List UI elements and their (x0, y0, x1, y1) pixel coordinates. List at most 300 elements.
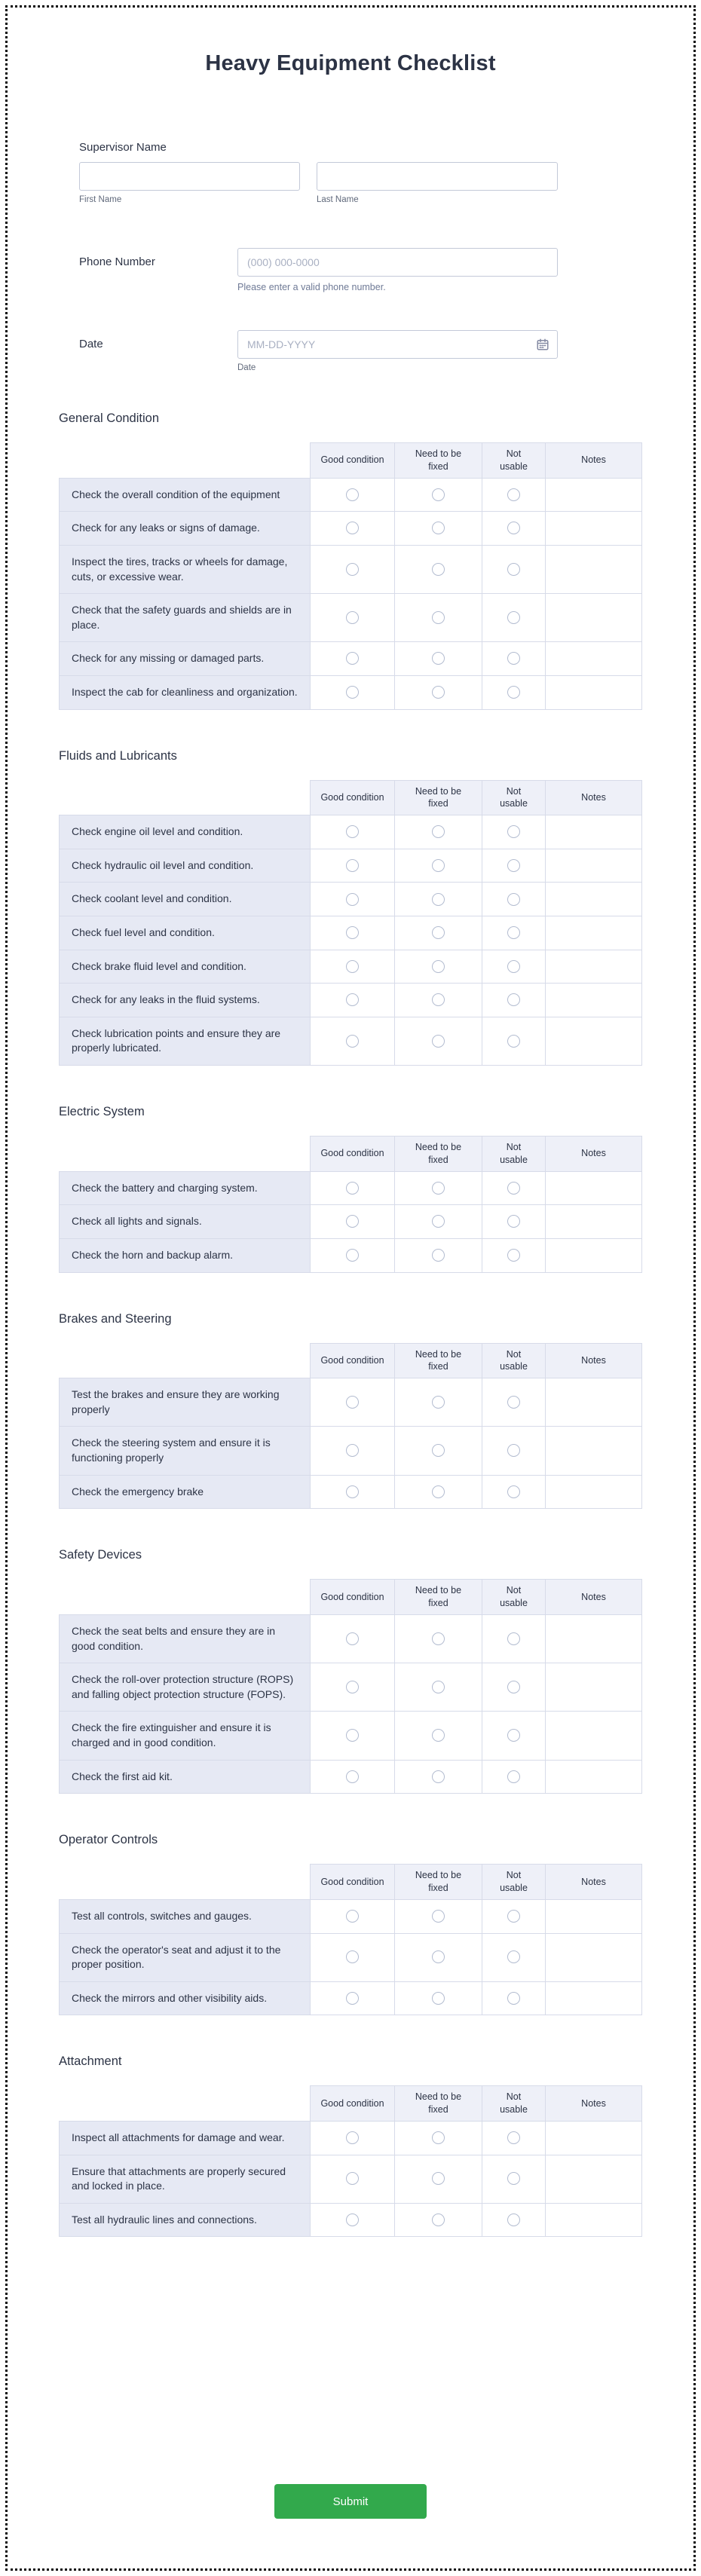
option-cell-not-usable (482, 675, 546, 709)
notes-cell[interactable] (546, 1712, 642, 1760)
table-row (60, 1427, 642, 1475)
option-cell-good-condition (311, 1205, 395, 1239)
option-cell-not-usable (482, 815, 546, 849)
question-cell: Check the emergency brake (60, 1475, 311, 1509)
radio-not-usable[interactable] (507, 893, 520, 906)
radio-not-usable[interactable] (507, 522, 520, 534)
radio-good-condition[interactable] (346, 2131, 359, 2144)
radio-not-usable[interactable] (507, 686, 520, 699)
notes-cell[interactable] (546, 916, 642, 950)
table-row (60, 2203, 642, 2237)
notes-cell[interactable] (546, 950, 642, 984)
section-operator-controls (59, 1833, 642, 2015)
option-cell-not-usable (482, 1475, 546, 1509)
table-row (60, 478, 642, 512)
table-row (60, 1475, 642, 1509)
radio-good-condition[interactable] (346, 1444, 359, 1457)
question-cell: Check all lights and signals. (60, 1205, 311, 1239)
question-cell: Check fuel level and condition. (60, 916, 311, 950)
radio-need-to-be-fixed[interactable] (432, 2131, 445, 2144)
question-cell: Check the battery and charging system. (60, 1171, 311, 1205)
date-input[interactable] (237, 330, 558, 359)
radio-need-to-be-fixed[interactable] (432, 611, 445, 624)
option-cell-need-to-be-fixed (395, 594, 482, 642)
radio-good-condition[interactable] (346, 488, 359, 501)
phone-input[interactable] (237, 248, 558, 277)
radio-good-condition[interactable] (346, 1910, 359, 1923)
option-cell-not-usable (482, 1615, 546, 1663)
option-cell-not-usable (482, 883, 546, 916)
radio-need-to-be-fixed[interactable] (432, 960, 445, 973)
question-cell: Check the first aid kit. (60, 1760, 311, 1794)
option-cell-need-to-be-fixed (395, 1760, 482, 1794)
notes-cell[interactable] (546, 478, 642, 512)
option-cell-need-to-be-fixed (395, 1427, 482, 1475)
question-cell: Check the seat belts and ensure they are in good condition. (60, 1615, 311, 1663)
option-cell-not-usable (482, 1712, 546, 1760)
radio-not-usable[interactable] (507, 2213, 520, 2226)
radio-good-condition[interactable] (346, 1681, 359, 1693)
question-cell: Test all hydraulic lines and connections. (60, 2203, 311, 2237)
table-row (60, 849, 642, 883)
radio-not-usable[interactable] (507, 825, 520, 838)
radio-not-usable[interactable] (507, 993, 520, 1006)
option-cell-good-condition (311, 642, 395, 676)
option-cell-need-to-be-fixed (395, 1205, 482, 1239)
option-cell-need-to-be-fixed (395, 2203, 482, 2237)
radio-need-to-be-fixed[interactable] (432, 1485, 445, 1498)
name-inputs (79, 162, 558, 204)
notes-cell[interactable] (546, 1171, 642, 1205)
question-cell: Ensure that attachments are properly secured and locked in place. (60, 2155, 311, 2203)
notes-cell[interactable] (546, 1615, 642, 1663)
column-header-good-condition: Good condition (311, 2086, 395, 2122)
radio-not-usable[interactable] (507, 2172, 520, 2185)
question-cell: Check coolant level and condition. (60, 883, 311, 916)
column-header-need-to-be-fixed: Need to be fixed (395, 1865, 482, 1900)
section-title: Operator Controls (59, 1833, 158, 1847)
form-fields (79, 141, 558, 372)
question-cell: Check for any leaks in the fluid systems. (60, 984, 311, 1017)
question-cell: Check the mirrors and other visibility aids. (60, 1981, 311, 2015)
header-row (60, 2086, 642, 2122)
radio-good-condition[interactable] (346, 993, 359, 1006)
radio-not-usable[interactable] (507, 1681, 520, 1693)
notes-cell[interactable] (546, 815, 642, 849)
radio-need-to-be-fixed[interactable] (432, 2213, 445, 2226)
notes-cell[interactable] (546, 883, 642, 916)
option-cell-need-to-be-fixed (395, 1171, 482, 1205)
corner-cell (60, 1137, 311, 1172)
radio-not-usable[interactable] (507, 652, 520, 665)
option-cell-not-usable (482, 478, 546, 512)
radio-not-usable[interactable] (507, 926, 520, 939)
question-cell: Check the steering system and ensure it is functioning properly (60, 1427, 311, 1475)
radio-good-condition[interactable] (346, 563, 359, 576)
option-cell-need-to-be-fixed (395, 883, 482, 916)
table-row (60, 1760, 642, 1794)
table-row (60, 1933, 642, 1981)
table-row (60, 1663, 642, 1712)
radio-good-condition[interactable] (346, 926, 359, 939)
radio-need-to-be-fixed[interactable] (432, 1681, 445, 1693)
option-cell-not-usable (482, 1663, 546, 1712)
question-cell: Inspect the cab for cleanliness and organization. (60, 675, 311, 709)
option-cell-need-to-be-fixed (395, 1712, 482, 1760)
option-cell-good-condition (311, 675, 395, 709)
column-header-notes: Notes (546, 2086, 642, 2122)
option-cell-good-condition (311, 1378, 395, 1427)
header-row (60, 780, 642, 815)
column-header-not-usable: Not usable (482, 1865, 546, 1900)
section-general-condition (59, 411, 642, 710)
option-cell-need-to-be-fixed (395, 1475, 482, 1509)
option-cell-not-usable (482, 950, 546, 984)
radio-need-to-be-fixed[interactable] (432, 1950, 445, 1963)
section-title: Brakes and Steering (59, 1311, 172, 1326)
radio-not-usable[interactable] (507, 1485, 520, 1498)
option-cell-need-to-be-fixed (395, 1238, 482, 1272)
column-header-notes: Notes (546, 443, 642, 479)
date-label: Date (79, 338, 103, 350)
page-title: Heavy Equipment Checklist (205, 51, 496, 75)
radio-not-usable[interactable] (507, 1992, 520, 2005)
radio-good-condition[interactable] (346, 1249, 359, 1262)
option-cell-good-condition (311, 984, 395, 1017)
table-row (60, 984, 642, 1017)
column-header-need-to-be-fixed: Need to be fixed (395, 1580, 482, 1615)
header-row (60, 443, 642, 479)
table-row (60, 2155, 642, 2203)
table-row (60, 594, 642, 642)
option-cell-need-to-be-fixed (395, 1899, 482, 1933)
radio-not-usable[interactable] (507, 611, 520, 624)
radio-not-usable[interactable] (507, 563, 520, 576)
option-cell-need-to-be-fixed (395, 950, 482, 984)
radio-good-condition[interactable] (346, 1950, 359, 1963)
table-row (60, 512, 642, 546)
radio-good-condition[interactable] (346, 652, 359, 665)
last-name-sublabel: Last Name (317, 195, 359, 204)
notes-cell[interactable] (546, 1663, 642, 1712)
option-cell-good-condition (311, 1475, 395, 1509)
option-cell-not-usable (482, 1760, 546, 1794)
notes-cell[interactable] (546, 2203, 642, 2237)
notes-cell[interactable] (546, 512, 642, 546)
phone-number-field (79, 248, 558, 292)
option-cell-not-usable (482, 1205, 546, 1239)
option-cell-good-condition (311, 1427, 395, 1475)
option-cell-not-usable (482, 1933, 546, 1981)
notes-cell[interactable] (546, 642, 642, 676)
option-cell-good-condition (311, 512, 395, 546)
notes-cell[interactable] (546, 1205, 642, 1239)
section-title: General Condition (59, 411, 159, 425)
option-cell-not-usable (482, 916, 546, 950)
notes-cell[interactable] (546, 1427, 642, 1475)
radio-need-to-be-fixed[interactable] (432, 1035, 445, 1048)
table-row (60, 1981, 642, 2015)
notes-cell[interactable] (546, 594, 642, 642)
option-cell-good-condition (311, 1712, 395, 1760)
radio-need-to-be-fixed[interactable] (432, 1444, 445, 1457)
table-row (60, 1238, 642, 1272)
column-header-not-usable: Not usable (482, 443, 546, 479)
option-cell-good-condition (311, 1663, 395, 1712)
column-header-good-condition: Good condition (311, 780, 395, 815)
radio-not-usable[interactable] (507, 1182, 520, 1195)
option-cell-good-condition (311, 1760, 395, 1794)
radio-not-usable[interactable] (507, 1770, 520, 1783)
option-cell-good-condition (311, 950, 395, 984)
column-header-good-condition: Good condition (311, 1343, 395, 1378)
section-attachment (59, 2054, 642, 2237)
column-header-need-to-be-fixed: Need to be fixed (395, 2086, 482, 2122)
notes-cell[interactable] (546, 1017, 642, 1065)
radio-need-to-be-fixed[interactable] (432, 686, 445, 699)
radio-good-condition[interactable] (346, 1215, 359, 1228)
checklist-table (59, 442, 642, 710)
radio-not-usable[interactable] (507, 1910, 520, 1923)
radio-need-to-be-fixed[interactable] (432, 1770, 445, 1783)
column-header-notes: Notes (546, 1580, 642, 1615)
option-cell-good-condition (311, 1615, 395, 1663)
section-title: Safety Devices (59, 1548, 142, 1562)
option-cell-good-condition (311, 1017, 395, 1065)
question-cell: Test the brakes and ensure they are working properly (60, 1378, 311, 1427)
radio-need-to-be-fixed[interactable] (432, 652, 445, 665)
radio-good-condition[interactable] (346, 859, 359, 872)
column-header-not-usable: Not usable (482, 1580, 546, 1615)
radio-need-to-be-fixed[interactable] (432, 825, 445, 838)
header-row (60, 1343, 642, 1378)
notes-cell[interactable] (546, 1933, 642, 1981)
radio-good-condition[interactable] (346, 893, 359, 906)
option-cell-not-usable (482, 594, 546, 642)
column-header-good-condition: Good condition (311, 443, 395, 479)
radio-need-to-be-fixed[interactable] (432, 1215, 445, 1228)
radio-good-condition[interactable] (346, 1035, 359, 1048)
radio-good-condition[interactable] (346, 1632, 359, 1645)
calendar-icon[interactable] (536, 338, 549, 351)
radio-not-usable[interactable] (507, 1035, 520, 1048)
submit-row (8, 2484, 693, 2519)
radio-not-usable[interactable] (507, 1444, 520, 1457)
table-row (60, 916, 642, 950)
radio-need-to-be-fixed[interactable] (432, 993, 445, 1006)
radio-good-condition[interactable] (346, 2172, 359, 2185)
radio-good-condition[interactable] (346, 686, 359, 699)
notes-cell[interactable] (546, 1899, 642, 1933)
notes-cell[interactable] (546, 1475, 642, 1509)
column-header-not-usable: Not usable (482, 1343, 546, 1378)
radio-need-to-be-fixed[interactable] (432, 1992, 445, 2005)
question-cell: Test all controls, switches and gauges. (60, 1899, 311, 1933)
option-cell-not-usable (482, 512, 546, 546)
option-cell-good-condition (311, 815, 395, 849)
option-cell-not-usable (482, 2155, 546, 2203)
checklist-table (59, 1343, 642, 1510)
question-cell: Check engine oil level and condition. (60, 815, 311, 849)
option-cell-need-to-be-fixed (395, 545, 482, 593)
radio-need-to-be-fixed[interactable] (432, 2172, 445, 2185)
radio-need-to-be-fixed[interactable] (432, 1632, 445, 1645)
checklist-sections (59, 411, 642, 2237)
notes-cell[interactable] (546, 1238, 642, 1272)
date-field (79, 330, 558, 372)
option-cell-not-usable (482, 1899, 546, 1933)
question-cell: Inspect all attachments for damage and wear. (60, 2122, 311, 2155)
corner-cell (60, 1343, 311, 1378)
table-row (60, 2122, 642, 2155)
radio-not-usable[interactable] (507, 1632, 520, 1645)
table-row (60, 675, 642, 709)
first-name-group (79, 162, 300, 204)
radio-good-condition[interactable] (346, 1396, 359, 1409)
question-cell: Check lubrication points and ensure they are properly lubricated. (60, 1017, 311, 1065)
radio-need-to-be-fixed[interactable] (432, 1910, 445, 1923)
radio-good-condition[interactable] (346, 1992, 359, 2005)
radio-need-to-be-fixed[interactable] (432, 522, 445, 534)
option-cell-need-to-be-fixed (395, 815, 482, 849)
table-row (60, 1378, 642, 1427)
phone-number-label: Phone Number (79, 255, 155, 268)
radio-not-usable[interactable] (507, 1950, 520, 1963)
radio-need-to-be-fixed[interactable] (432, 563, 445, 576)
radio-good-condition[interactable] (346, 522, 359, 534)
radio-need-to-be-fixed[interactable] (432, 926, 445, 939)
notes-cell[interactable] (546, 1378, 642, 1427)
radio-not-usable[interactable] (507, 1249, 520, 1262)
option-cell-not-usable (482, 2122, 546, 2155)
notes-cell[interactable] (546, 2155, 642, 2203)
radio-need-to-be-fixed[interactable] (432, 488, 445, 501)
notes-cell[interactable] (546, 675, 642, 709)
option-cell-good-condition (311, 849, 395, 883)
radio-need-to-be-fixed[interactable] (432, 1396, 445, 1409)
option-cell-good-condition (311, 1933, 395, 1981)
column-header-not-usable: Not usable (482, 1137, 546, 1172)
radio-not-usable[interactable] (507, 488, 520, 501)
option-cell-need-to-be-fixed (395, 1663, 482, 1712)
radio-need-to-be-fixed[interactable] (432, 893, 445, 906)
option-cell-good-condition (311, 916, 395, 950)
table-row (60, 1615, 642, 1663)
notes-cell[interactable] (546, 1981, 642, 2015)
first-name-input[interactable] (79, 162, 300, 191)
radio-good-condition[interactable] (346, 1729, 359, 1742)
option-cell-not-usable (482, 1017, 546, 1065)
notes-cell[interactable] (546, 984, 642, 1017)
column-header-notes: Notes (546, 780, 642, 815)
option-cell-not-usable (482, 984, 546, 1017)
radio-good-condition[interactable] (346, 611, 359, 624)
supervisor-name-label: Supervisor Name (79, 141, 167, 154)
column-header-good-condition: Good condition (311, 1865, 395, 1900)
corner-cell (60, 1580, 311, 1615)
radio-good-condition[interactable] (346, 2213, 359, 2226)
radio-need-to-be-fixed[interactable] (432, 1249, 445, 1262)
option-cell-need-to-be-fixed (395, 1017, 482, 1065)
option-cell-need-to-be-fixed (395, 512, 482, 546)
radio-not-usable[interactable] (507, 1396, 520, 1409)
radio-not-usable[interactable] (507, 859, 520, 872)
radio-good-condition[interactable] (346, 960, 359, 973)
radio-need-to-be-fixed[interactable] (432, 1729, 445, 1742)
column-header-notes: Notes (546, 1343, 642, 1378)
option-cell-need-to-be-fixed (395, 1981, 482, 2015)
last-name-input[interactable] (317, 162, 558, 191)
phone-control (237, 248, 558, 292)
notes-cell[interactable] (546, 1760, 642, 1794)
table-row (60, 950, 642, 984)
option-cell-not-usable (482, 2203, 546, 2237)
question-cell: Check the fire extinguisher and ensure it is charged and in good condition. (60, 1712, 311, 1760)
question-cell: Check the operator's seat and adjust it to the proper position. (60, 1933, 311, 1981)
radio-need-to-be-fixed[interactable] (432, 859, 445, 872)
last-name-group (317, 162, 558, 204)
notes-cell[interactable] (546, 545, 642, 593)
option-cell-need-to-be-fixed (395, 1378, 482, 1427)
table-row (60, 642, 642, 676)
corner-cell (60, 443, 311, 479)
section-electric-system (59, 1105, 642, 1273)
table-row (60, 1205, 642, 1239)
option-cell-good-condition (311, 1238, 395, 1272)
option-cell-good-condition (311, 594, 395, 642)
option-cell-not-usable (482, 1981, 546, 2015)
option-cell-good-condition (311, 545, 395, 593)
radio-need-to-be-fixed[interactable] (432, 1182, 445, 1195)
radio-good-condition[interactable] (346, 1770, 359, 1783)
radio-not-usable[interactable] (507, 960, 520, 973)
radio-good-condition[interactable] (346, 825, 359, 838)
header-row (60, 1580, 642, 1615)
radio-not-usable[interactable] (507, 1729, 520, 1742)
column-header-need-to-be-fixed: Need to be fixed (395, 780, 482, 815)
option-cell-need-to-be-fixed (395, 1933, 482, 1981)
option-cell-need-to-be-fixed (395, 849, 482, 883)
option-cell-not-usable (482, 1171, 546, 1205)
submit-button[interactable]: Submit (274, 2484, 427, 2519)
column-header-good-condition: Good condition (311, 1580, 395, 1615)
radio-good-condition[interactable] (346, 1182, 359, 1195)
option-cell-good-condition (311, 1171, 395, 1205)
radio-not-usable[interactable] (507, 1215, 520, 1228)
notes-cell[interactable] (546, 2122, 642, 2155)
column-header-need-to-be-fixed: Need to be fixed (395, 1137, 482, 1172)
checklist-table (59, 1136, 642, 1273)
radio-good-condition[interactable] (346, 1485, 359, 1498)
question-cell: Check the horn and backup alarm. (60, 1238, 311, 1272)
option-cell-good-condition (311, 2122, 395, 2155)
corner-cell (60, 1865, 311, 1900)
phone-hint: Please enter a valid phone number. (237, 282, 386, 292)
column-header-notes: Notes (546, 1137, 642, 1172)
question-cell: Check the roll-over protection structure (ROPS) and falling object protection structure (FOPS). (60, 1663, 311, 1712)
question-cell: Check for any leaks or signs of damage. (60, 512, 311, 546)
option-cell-need-to-be-fixed (395, 1615, 482, 1663)
table-row (60, 1017, 642, 1065)
option-cell-need-to-be-fixed (395, 2122, 482, 2155)
header-row (60, 1865, 642, 1900)
option-cell-good-condition (311, 478, 395, 512)
notes-cell[interactable] (546, 849, 642, 883)
section-safety-devices (59, 1548, 642, 1794)
option-cell-not-usable (482, 642, 546, 676)
radio-not-usable[interactable] (507, 2131, 520, 2144)
question-cell: Check for any missing or damaged parts. (60, 642, 311, 676)
